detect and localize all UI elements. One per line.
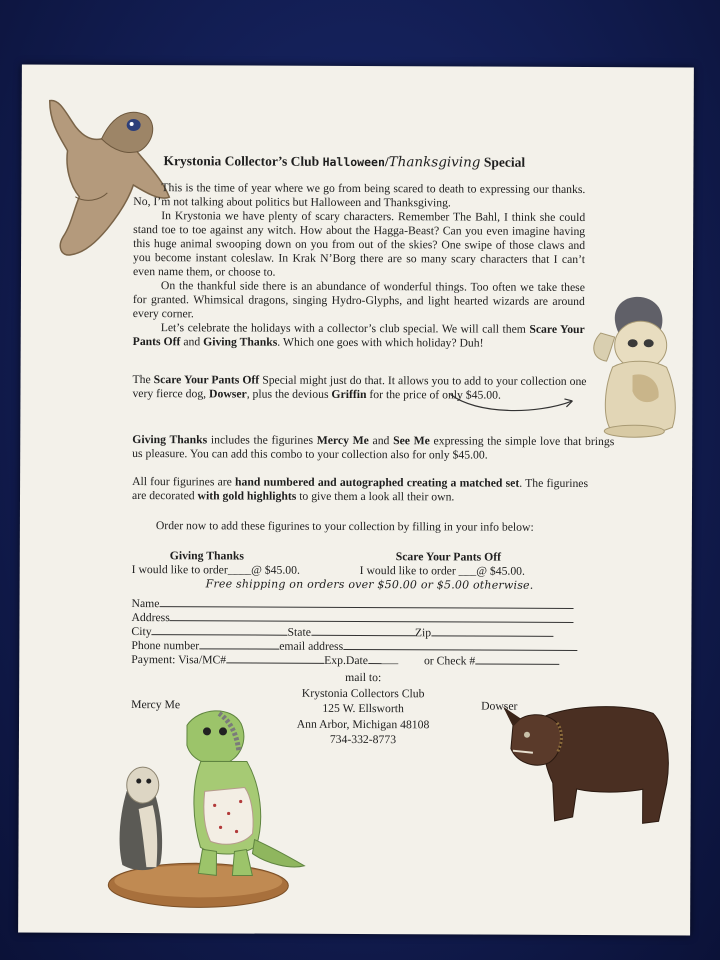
- paragraph-thankful: On the thankful side there is an abundance of wonderful things. Too often we take these for granted. Whimsical dragons, singing Hydro-Glyphs, and light hearted wizards are around every corner.: [132, 279, 585, 321]
- paragraph-intro: This is the time of year where we go from being scared to death to expressing our thanks. No, I’m not talking about politics but Halloween and Thanksgiving.: [133, 181, 586, 210]
- exp-date-field[interactable]: [368, 652, 398, 664]
- intro-text: [133, 181, 586, 351]
- paragraph-scare-special: The Scare Your Pants Off Special might just do that. It allows you to add to your collection one very fierce dog, Dowser, plus the devious Griffin for the price of only $45.00.: [132, 373, 587, 402]
- name-label: Name: [131, 597, 160, 611]
- mail-to-label: mail to:: [345, 670, 382, 685]
- email-label: email address: [279, 639, 344, 653]
- phone-label: Phone number: [131, 639, 200, 653]
- caption-mercy-me: Mercy Me: [131, 698, 181, 712]
- city-label: City: [131, 625, 152, 639]
- mail-city: Ann Arbor, Michigan 48108: [296, 717, 430, 731]
- order-giving-head: Giving Thanks: [169, 549, 244, 563]
- check-label: or Check #: [423, 654, 476, 668]
- paragraph-giving-thanks: Giving Thanks includes the figurines Mercy Me and See Me expressing the simple love that brings us pleasure. You can add this combo to your collection also for only $45.00.: [132, 433, 615, 462]
- sitting-creature-figurine: [580, 293, 691, 439]
- form-row-payment: [131, 651, 583, 669]
- title-slash: /: [384, 154, 389, 170]
- order-giving-line[interactable]: I would like to order____@ $45.00.: [131, 562, 300, 577]
- title-thanksgiving: Thanksgiving: [388, 154, 481, 171]
- title-prefix: Krystonia Collector’s Club: [163, 153, 323, 169]
- flyer-title: [163, 153, 583, 171]
- order-scare-line[interactable]: I would like to order ___@ $45.00.: [359, 563, 526, 578]
- shipping-note: Free shipping on orders over $50.00 or $5.00 otherwise.: [205, 577, 534, 592]
- exp-date-label: Exp.Date: [324, 653, 368, 668]
- paragraph-scary: In Krystonia we have plenty of scary characters. Remember The Bahl, I think she could stand toe to toe against any witch. How about the Hagga-Beast? Can you even imagine having this huge animal swooping down on you from out of the skies? One swipe of those claws and you become instant coleslaw. In Krak N’Borg there are so many scary characters that I can’t even name them, or choose to.: [132, 209, 586, 279]
- title-suffix: Special: [480, 154, 526, 170]
- order-scare-head: Scare Your Pants Off: [395, 550, 502, 564]
- check-number-field[interactable]: [475, 653, 559, 665]
- phone-field[interactable]: [199, 637, 279, 649]
- title-halloween: Halloween: [322, 154, 385, 170]
- zip-label: Zip: [414, 626, 432, 640]
- city-field[interactable]: [152, 623, 288, 636]
- address-label: Address: [131, 611, 170, 625]
- caption-dowser: Dowser: [481, 699, 518, 713]
- dowser-dog-figurine: [503, 697, 674, 838]
- zip-field[interactable]: [431, 624, 553, 637]
- order-scare-pants: [360, 550, 525, 578]
- state-field[interactable]: [311, 624, 415, 636]
- order-giving-thanks: [132, 549, 300, 577]
- email-field[interactable]: [343, 638, 577, 651]
- paragraph-celebrate: Let’s celebrate the holidays with a collector’s club special. We will call them Scare Your Pants Off and Giving Thanks. Which one goes with which holiday? Duh!: [132, 321, 585, 350]
- paragraph-matched-set: All four figurines are hand numbered and autographed creating a matched set. The figurines are decorated with gold highlights to give them a look all their own.: [131, 475, 589, 504]
- payment-label: Payment: Visa/MC#: [131, 653, 227, 667]
- flyer-page: [18, 65, 694, 936]
- name-field[interactable]: [159, 595, 573, 609]
- mail-street: 125 W. Ellsworth: [322, 701, 404, 716]
- card-number-field[interactable]: [226, 651, 324, 663]
- mail-phone: 734-332-8773: [329, 732, 397, 747]
- order-now-text: Order now to add these figurines to your collection by filling in your info below:: [155, 519, 534, 534]
- address-field[interactable]: [170, 609, 574, 623]
- mail-to-address: [273, 670, 453, 748]
- mail-org: Krystonia Collectors Club: [301, 686, 425, 700]
- state-label: State: [287, 625, 311, 639]
